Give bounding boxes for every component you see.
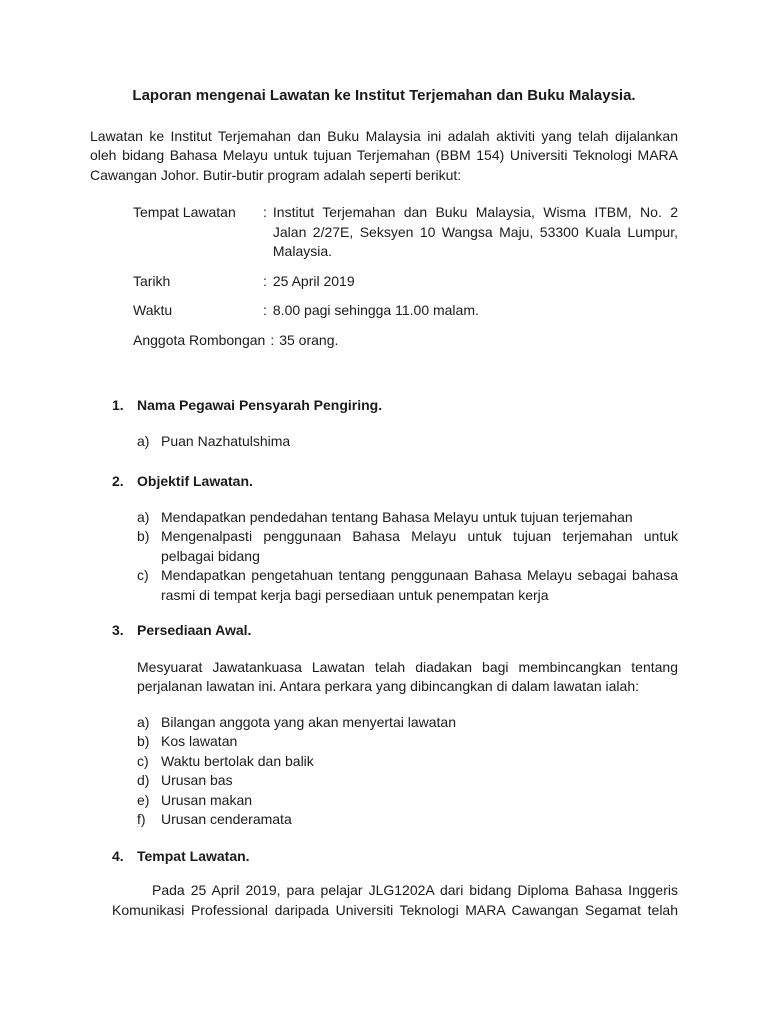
list-item xyxy=(137,810,678,830)
detail-value: 35 orang. xyxy=(279,331,339,348)
section-heading xyxy=(112,847,678,867)
section-number: 3. xyxy=(112,622,124,638)
detail-value: 25 April 2019 xyxy=(272,272,355,289)
section-title: Persediaan Awal. xyxy=(137,622,252,638)
detail-row-waktu xyxy=(133,301,678,321)
section-number: 1. xyxy=(112,397,124,413)
section-item-list xyxy=(137,432,678,452)
item-text: Kos lawatan xyxy=(161,733,238,749)
list-item xyxy=(137,771,678,791)
item-marker: d) xyxy=(137,772,150,788)
list-item xyxy=(137,508,678,528)
list-item xyxy=(137,752,678,772)
item-text: Mendapatkan pendedahan tentang Bahasa Melayu untuk tujuan terjemahan xyxy=(161,508,633,525)
section-heading xyxy=(112,472,678,492)
item-marker: f) xyxy=(137,811,146,827)
item-marker: b) xyxy=(137,733,150,749)
section-heading xyxy=(112,621,678,641)
document-title: Laporan mengenai Lawatan ke Institut Terjemahan dan Buku Malaysia. xyxy=(132,87,636,104)
section-heading xyxy=(112,396,678,416)
item-text: Urusan makan xyxy=(161,791,253,808)
detail-separator: : xyxy=(263,302,267,318)
item-text: Bilangan anggota yang akan menyertai lawatan xyxy=(161,713,456,730)
detail-row-anggota-rombongan xyxy=(133,331,678,351)
item-marker: c) xyxy=(137,567,149,583)
item-text: Mendapatkan pengetahuan tentang penggunaan Bahasa Melayu sebagai bahasa rasmi di tempat kerja bagi persediaan untuk penempatan kerja xyxy=(161,567,678,603)
detail-separator: : xyxy=(270,331,275,348)
item-text: Urusan bas xyxy=(161,772,233,788)
section-item-list xyxy=(137,713,678,830)
list-item xyxy=(137,713,678,733)
detail-label: Anggota Rombongan xyxy=(133,331,266,348)
item-text: Puan Nazhatulshima xyxy=(161,432,291,449)
detail-separator: : xyxy=(263,272,267,289)
section-item-list xyxy=(137,508,678,606)
detail-separator: : xyxy=(263,204,267,220)
section-number: 4. xyxy=(112,847,124,864)
section-intro-paragraph: Mesyuarat Jawatankuasa Lawatan telah diadakan bagi membincangkan tentang perjalanan lawatan ini. Antara perkara yang dibincangkan di dalam lawatan ialah: xyxy=(137,658,678,694)
item-marker: b) xyxy=(137,528,150,544)
item-marker: a) xyxy=(137,432,150,449)
intro-paragraph: Lawatan ke Institut Terjemahan dan Buku Malaysia ini adalah aktiviti yang telah dijalankan oleh bidang Bahasa Melayu untuk tujuan Terjemahan (BBM 154) Universiti Teknologi MARA Cawangan Johor. Butir-butir program adalah seperti berikut: xyxy=(90,127,678,183)
detail-value: 8.00 pagi sehingga 11.00 malam. xyxy=(272,302,479,318)
section-persediaan-awal xyxy=(90,621,678,830)
section-title: Nama Pegawai Pensyarah Pengiring. xyxy=(137,397,383,413)
section-title: Tempat Lawatan. xyxy=(137,847,250,864)
item-text: Mengenalpasti penggunaan Bahasa Melayu untuk tujuan terjemahan untuk pelbagai bidang xyxy=(161,528,678,564)
detail-row-tarikh xyxy=(133,272,678,292)
detail-label: Tarikh xyxy=(133,272,171,289)
detail-value: Institut Terjemahan dan Buku Malaysia, Wisma ITBM, No. 2 Jalan 2/27E, Seksyen 10 Wangsa Maju, 53300 Kuala Lumpur, Malaysia. xyxy=(272,204,678,259)
section-objektif-lawatan xyxy=(90,472,678,605)
item-marker: a) xyxy=(137,713,150,730)
item-marker: c) xyxy=(137,752,149,769)
item-marker: e) xyxy=(137,791,150,808)
list-item xyxy=(137,432,678,452)
section-body-paragraph: Pada 25 April 2019, para pelajar JLG1202A dari bidang Diploma Bahasa Inggeris Komunikasi Professional daripada Universiti Teknologi MARA Cawangan Segamat telah xyxy=(112,882,678,918)
section-number: 2. xyxy=(112,473,124,489)
section-nama-pegawai xyxy=(90,396,678,451)
detail-row-tempat-lawatan xyxy=(133,203,678,262)
list-item xyxy=(137,732,678,752)
section-title: Objektif Lawatan. xyxy=(137,473,253,489)
list-item xyxy=(137,566,678,605)
item-marker: a) xyxy=(137,508,150,525)
list-item xyxy=(137,527,678,566)
detail-label: Waktu xyxy=(133,302,173,318)
item-text: Urusan cenderamata xyxy=(161,811,292,827)
item-text: Waktu bertolak dan balik xyxy=(161,752,314,769)
detail-label: Tempat Lawatan xyxy=(133,204,236,220)
section-tempat-lawatan xyxy=(90,847,678,921)
list-item xyxy=(137,791,678,811)
program-details xyxy=(90,203,678,350)
